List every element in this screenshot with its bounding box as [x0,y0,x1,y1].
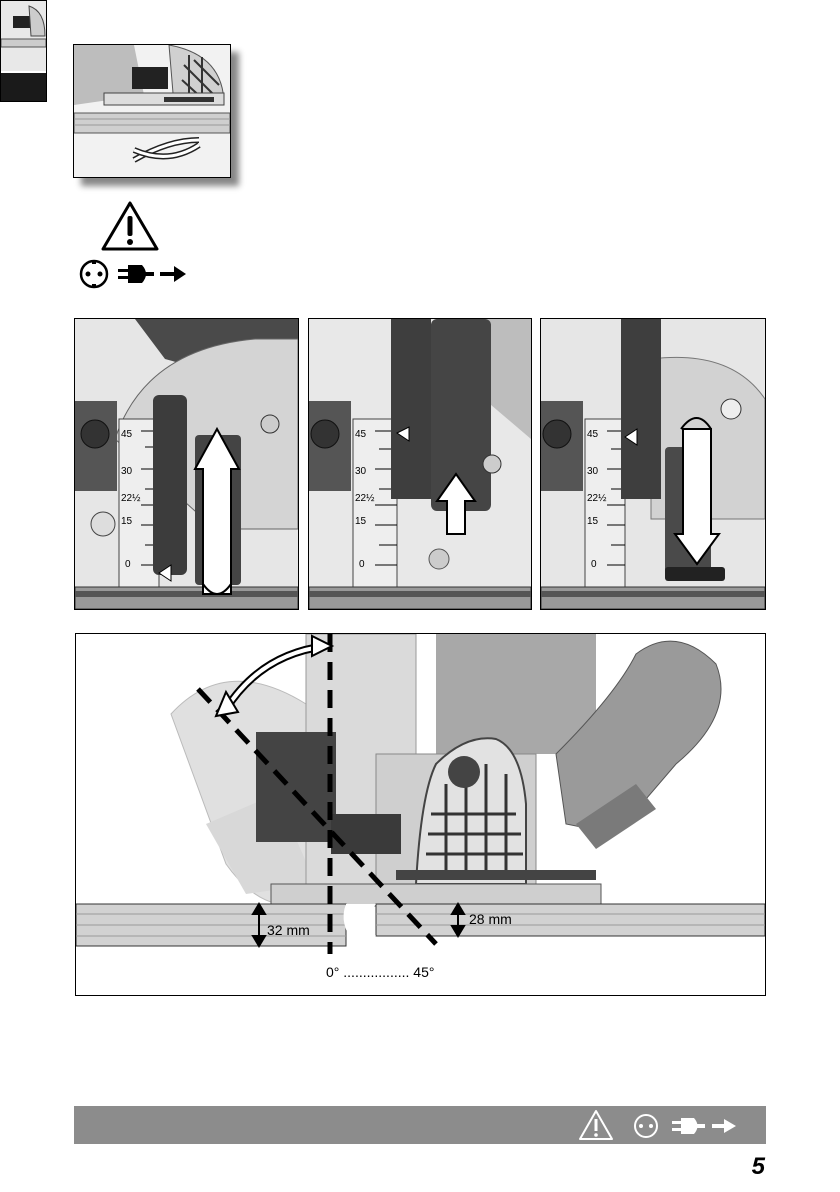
scale-label-0b: 0 [359,559,365,570]
side-section-tab [0,0,47,102]
scale-label-30: 30 [121,466,133,477]
bevel-lock-illustration [541,319,765,609]
measure-28mm-label: 28 mm [469,911,512,927]
scale-label-45: 45 [121,429,133,440]
bevel-set-angle-illustration [309,319,531,609]
thumbnail-illustration [74,45,230,177]
footer-warning-triangle-icon [578,1109,614,1141]
scale-label-22c: 22½ [587,493,607,504]
side-tab-illustration [1,1,46,101]
footer-warning-bar [74,1106,766,1144]
scale-label-45b: 45 [355,429,367,440]
bevel-depth-illustration [76,634,765,995]
scale-label-22b: 22½ [355,493,375,504]
scale-label-15b: 15 [355,516,367,527]
bevel-panel-unlock [74,318,299,610]
angle-range-label: 0° ................. 45° [326,964,435,980]
page-number: 5 [751,1153,765,1180]
footer-unplug-power-icon [632,1112,742,1140]
scale-label-15: 15 [121,516,133,527]
unplug-power-icon [78,258,190,290]
bevel-panel-set-angle [308,318,532,610]
scale-label-0c: 0 [591,559,597,570]
thumbnail-blade-change [73,44,231,178]
bevel-panel-lock [540,318,766,610]
scale-label-45c: 45 [587,429,599,440]
bevel-depth-figure [75,633,766,996]
measure-32mm-label: 32 mm [267,922,310,938]
scale-label-30b: 30 [355,466,367,477]
scale-label-15c: 15 [587,516,599,527]
scale-label-30c: 30 [587,466,599,477]
scale-label-22: 22½ [121,493,141,504]
bevel-unlock-illustration [75,319,298,609]
warning-triangle-icon [100,200,160,252]
scale-label-0: 0 [125,559,131,570]
